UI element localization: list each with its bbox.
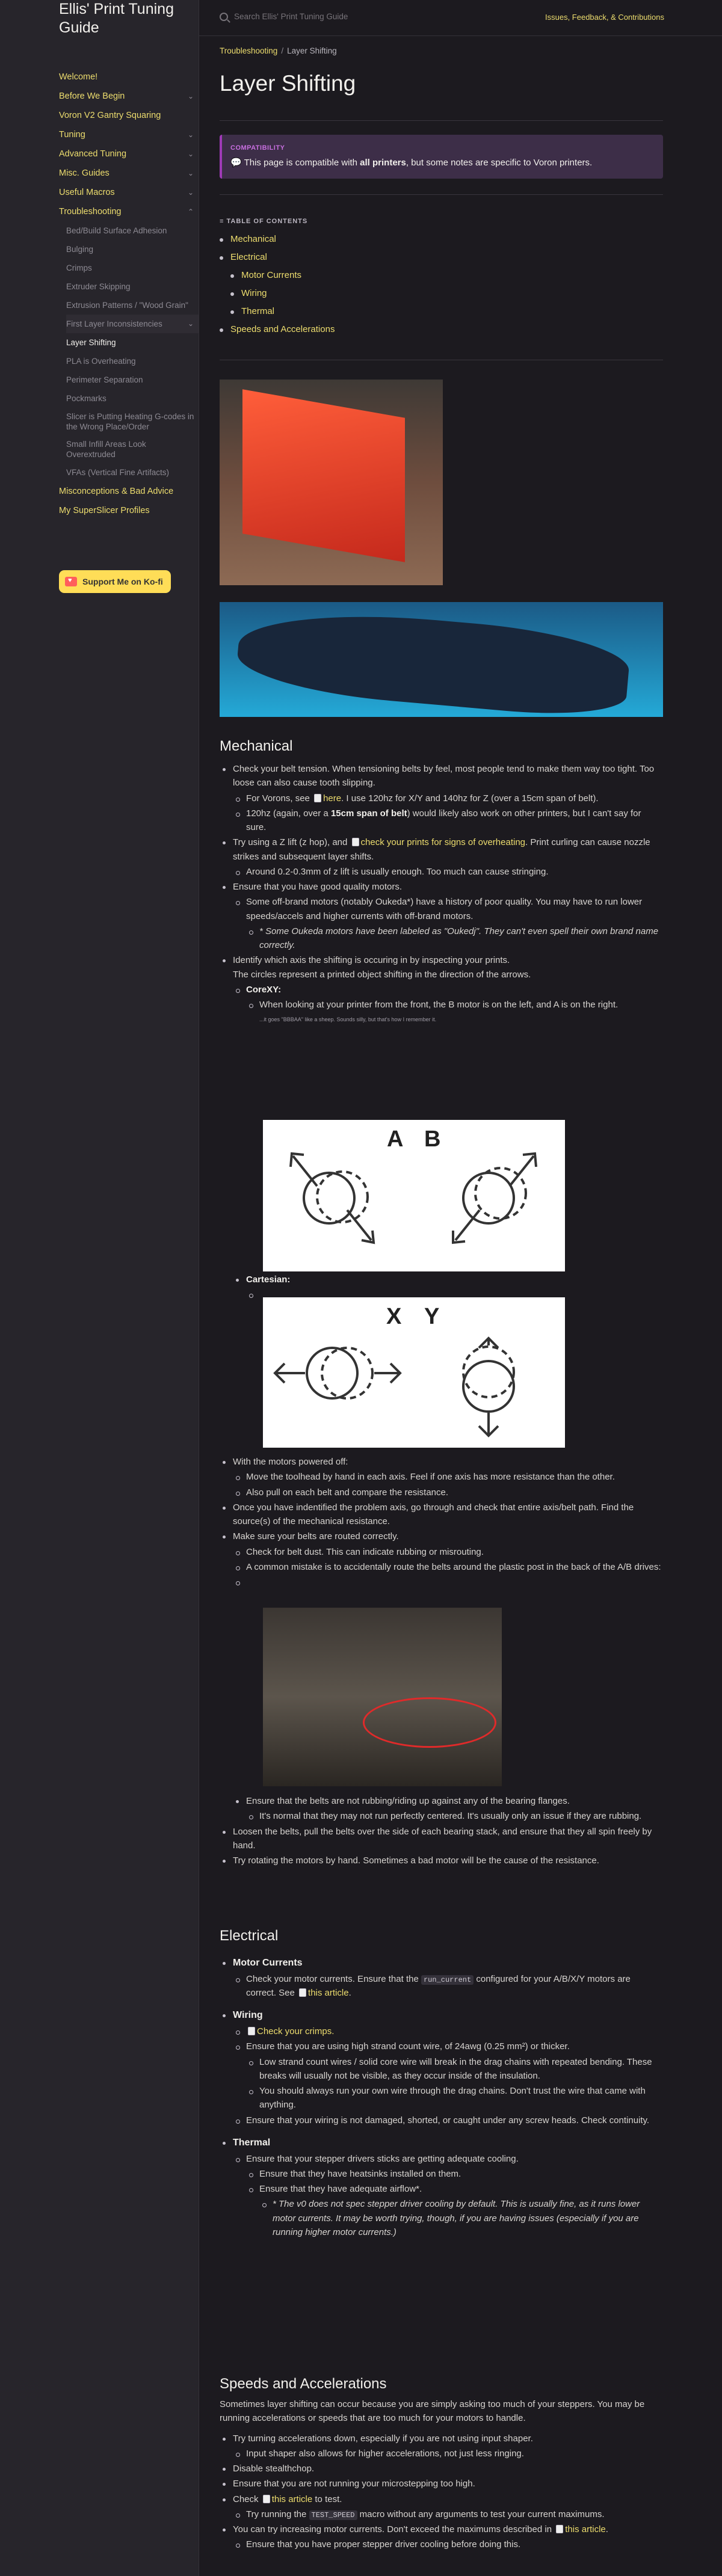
shift-arrows-left — [291, 1154, 374, 1243]
text: Ensure that you have good quality motors. — [233, 882, 403, 892]
list-item — [220, 2136, 663, 2239]
list-item — [220, 2008, 663, 2127]
page-title: Layer Shifting — [220, 71, 356, 96]
nav-troubleshooting[interactable] — [59, 202, 195, 221]
corexy-svg — [263, 1120, 565, 1271]
axis-label: X — [386, 1304, 402, 1329]
nav-welcome[interactable] — [59, 67, 195, 87]
admonition-title: COMPATIBILITY — [230, 144, 285, 152]
shifted-plate-photo — [220, 602, 663, 717]
nav-sub-item[interactable] — [66, 315, 199, 333]
text: Check — [233, 2494, 261, 2504]
nav-sub-item[interactable]: Bed/Build Surface Adhesion — [66, 226, 167, 235]
cartesian-svg — [263, 1297, 565, 1448]
admonition-text: This page is compatible with — [244, 158, 360, 168]
list-item: It's normal that they may not run perfectly centered. It's usually only an issue if they are rubbing. — [246, 1809, 663, 1823]
list-item — [220, 835, 663, 879]
nav-sub-item[interactable]: Extruder Skipping — [66, 282, 131, 291]
nav-before-we-begin[interactable] — [59, 87, 195, 106]
chevron-down-icon[interactable]: ⌄ — [187, 169, 194, 177]
electrical-content — [220, 1955, 663, 2240]
nav-tuning[interactable] — [59, 125, 195, 144]
subheading-motor-currents: Motor Currents — [233, 1958, 303, 1968]
toc-icon: ≡ — [220, 218, 227, 225]
breadcrumb-current: Layer Shifting — [287, 46, 337, 55]
cartesian-diagram — [263, 1297, 565, 1448]
text: Ensure that you are using high strand count wire, of 24awg (0.25 mm²) or thicker. — [246, 2041, 570, 2052]
sidebar — [0, 0, 199, 2576]
list-item: Ensure that they have heatsinks installed on them. — [246, 2167, 663, 2181]
chevron-down-icon[interactable]: ⌄ — [187, 131, 194, 139]
nav-label: Before We Begin — [59, 91, 125, 101]
list-item: Low strand count wires / solid core wire will break in the drag chains with repeated bending. These breaks will usually not be visible, as they occur inside of the insulation. — [246, 2055, 663, 2083]
divider — [220, 120, 663, 121]
kofi-button[interactable] — [59, 570, 171, 593]
list-item — [233, 2507, 663, 2521]
nav-sub-item[interactable]: PLA is Overheating — [66, 357, 136, 366]
chevron-down-icon[interactable]: ⌄ — [187, 150, 194, 158]
plate-shape — [235, 603, 632, 721]
text: When looking at your printer from the front, the B motor is on the left, and A is on the right. — [259, 1000, 619, 1010]
text: 120hz (again, over a — [246, 808, 331, 819]
toc-title-text: TABLE OF CONTENTS — [226, 218, 308, 225]
list-item: A common mistake is to accidentally route the belts around the plastic post in the back of the A/B drives: — [233, 1560, 663, 1574]
list-item — [220, 1956, 663, 2000]
document-icon — [556, 2525, 563, 2533]
motor-label: B — [424, 1127, 441, 1152]
chevron-down-icon[interactable]: ⌄ — [187, 92, 194, 100]
list-item — [233, 1575, 663, 1589]
chevron-up-icon[interactable]: ⌃ — [187, 207, 194, 216]
nav-sub-item-active[interactable]: Layer Shifting — [66, 338, 116, 347]
kofi-label: Support Me on Ko-fi — [82, 577, 163, 586]
list-item — [233, 1972, 663, 2000]
list-item: Ensure that your wiring is not damaged, shorted, or caught under any screw heads. Check continuity. — [233, 2113, 663, 2127]
section-heading-speeds: Speeds and Accelerations — [220, 2376, 387, 2392]
sidebar-nav — [59, 67, 195, 520]
compatibility-admonition — [220, 135, 663, 179]
note-item: * Some Oukeda motors have been labeled as "Oukedj". They can't even spell their own brand name correctly. — [246, 924, 663, 953]
section-heading-mechanical: Mechanical — [220, 738, 293, 754]
troubleshooting-subnav — [66, 221, 195, 482]
nav-sub-item[interactable]: VFAs (Vertical Fine Artifacts) — [66, 468, 170, 477]
list-item — [220, 1455, 663, 1499]
nav-sub-item[interactable]: Crimps — [66, 263, 92, 272]
list-item — [246, 2182, 663, 2239]
text: Try using a Z lift (z hop), and — [233, 837, 350, 848]
breadcrumb-separator: / — [281, 46, 284, 55]
list-item — [233, 2040, 663, 2112]
nav-label: Troubleshooting — [59, 207, 122, 217]
list-item — [220, 2522, 663, 2552]
text: Ensure that the belts are not rubbing/riding up against any of the bearing flanges. — [246, 1796, 570, 1806]
link[interactable]: this article — [565, 2524, 606, 2535]
admonition-bold: all printers — [360, 158, 406, 168]
list-item: Disable stealthchop. — [220, 2462, 663, 2476]
list-item: Also pull on each belt and compare the resistance. — [233, 1486, 663, 1499]
text: macro without any arguments to test your current maximums. — [357, 2509, 605, 2519]
nav-sub-item[interactable]: Pockmarks — [66, 394, 106, 403]
text: Some off-brand motors (notably Oukeda*) have a history of poor quality. You may have to run lower speeds/accels and higher currents with off-brand motors. — [246, 897, 643, 921]
text: Make sure your belts are routed correctly. — [233, 1531, 399, 1542]
toc-item[interactable]: Speeds and Accelerations — [220, 321, 335, 339]
text: Ensure that they have adequate airflow*. — [259, 2184, 422, 2195]
text: Ensure that your stepper drivers sticks are getting adequate cooling. — [246, 2153, 519, 2164]
text: . — [348, 1988, 351, 1999]
list-item: You should always run your own wire through the drag chains. Don't trust the wire that came with anything. — [246, 2084, 663, 2112]
bold-text: CoreXY: — [246, 984, 282, 995]
kofi-cup-icon — [65, 577, 77, 586]
text: Try turning accelerations down, especially if you are not using input shaper. — [233, 2433, 533, 2444]
bold-text: 15cm span of belt — [330, 808, 407, 819]
list-item: Ensure that you are not running your microstepping too high. — [220, 2477, 663, 2491]
nav-useful-macros[interactable] — [59, 183, 195, 202]
nav-sub-item[interactable]: Extrusion Patterns / "Wood Grain" — [66, 301, 188, 310]
list-item: Try rotating the motors by hand. Sometimes a bad motor will be the cause of the resistance. — [220, 1854, 663, 1867]
belt-routing-photo — [263, 1608, 502, 1786]
corexy-diagram — [263, 1120, 565, 1271]
document-icon — [248, 2027, 255, 2035]
nav-gantry-squaring[interactable] — [59, 106, 195, 125]
text: The circles represent a printed object shifting in the direction of the arrows. — [233, 969, 531, 980]
list-item: Move the toolhead by hand in each axis. Feel if one axis has more resistance than the other. — [233, 1470, 663, 1484]
toc-item[interactable]: Thermal — [230, 303, 335, 321]
list-item — [220, 953, 663, 1025]
breadcrumb-parent[interactable]: Troubleshooting — [220, 46, 278, 55]
document-icon — [352, 838, 359, 846]
link[interactable]: this article — [308, 1988, 349, 1999]
toc-item[interactable]: Electrical — [220, 248, 335, 266]
toc-item[interactable]: Wiring — [230, 284, 335, 303]
text: . Print curling can cause nozzle strikes and subsequent layer shifts. — [233, 837, 650, 862]
subheading-thermal: Thermal — [233, 2137, 271, 2148]
text: For Vorons, see — [246, 793, 313, 804]
text: . I use 120hz for X/Y and 140hz for Z (over a 15cm span of belt). — [341, 793, 599, 804]
topbar — [199, 0, 722, 36]
list-item: Once you have indentified the problem axis, go through and check that entire axis/belt path. Find the source(s) of the mechanical resistance. — [220, 1501, 663, 1529]
nav-misconceptions[interactable]: Misconceptions & Bad Advice — [59, 487, 174, 496]
list-item — [220, 2492, 663, 2522]
list-item — [233, 2024, 663, 2038]
issues-link[interactable]: Issues, Feedback, & Contributions — [545, 13, 664, 22]
nav-label: Tuning — [59, 130, 85, 140]
list-item — [220, 1529, 663, 1589]
text: . — [605, 2524, 608, 2535]
list-item: Input shaper also allows for higher accelerations, not just less ringing. — [233, 2447, 663, 2461]
link[interactable]: check your prints for signs of overheating — [360, 837, 526, 848]
nav-label: Misc. Guides — [59, 168, 110, 178]
list-item: Ensure that you have proper stepper driver cooling before doing this. — [233, 2538, 663, 2551]
text: Try running the — [246, 2509, 309, 2519]
list-item — [233, 792, 663, 805]
note-item: * The v0 does not spec stepper driver cooling by default. This is usually fine, as it runs lower motor currents. It may be worth trying, though, if you are having issues (especially if you are running higher motor currents.) — [259, 2197, 663, 2239]
list-item — [220, 2432, 663, 2461]
bold-text: Cartesian: — [246, 1274, 291, 1285]
text: ) would likely also work on other printers, but I can't say for sure. — [246, 808, 641, 832]
nav-sub-item[interactable]: Perimeter Separation — [66, 375, 143, 384]
paragraph: Sometimes layer shifting can occur because you are simply asking too much of your steppers. You may be running accelerations or speeds that are too much for your motors to handle. — [220, 2399, 645, 2424]
nav-sub-item[interactable]: Small Infill Areas Look Overextruded — [66, 440, 146, 459]
list-item — [233, 895, 663, 952]
highlight-circle — [363, 1697, 496, 1748]
inline-code: run_current — [421, 1975, 474, 1985]
text: You can try increasing motor currents. Don't exceed the maximums described in — [233, 2524, 555, 2535]
search-icon — [220, 13, 228, 21]
nav-label: Welcome! — [59, 72, 98, 82]
list-item — [233, 2152, 663, 2240]
text: With the motors powered off: — [233, 1457, 348, 1467]
link[interactable]: Check your crimps. — [257, 2026, 335, 2037]
section-heading-electrical: Electrical — [220, 1928, 279, 1944]
list-item: Loosen the belts, pull the belts over the side of each bearing stack, and ensure that they all spin freely by hand. — [220, 1825, 663, 1853]
nav-label: First Layer Inconsistencies — [66, 319, 162, 328]
chevron-down-icon[interactable]: ⌄ — [187, 188, 194, 197]
speeds-content — [220, 2397, 663, 2553]
list-item — [220, 762, 663, 834]
search-placeholder: Search Ellis' Print Tuning Guide — [234, 12, 348, 21]
admonition-body — [230, 156, 655, 170]
list-item — [220, 880, 663, 952]
list-item: Check for belt dust. This can indicate rubbing or misrouting. — [233, 1545, 663, 1559]
info-icon: 💬 — [230, 158, 244, 168]
list-item: Around 0.2-0.3mm of z lift is usually enough. Too much can cause stringing. — [233, 865, 663, 879]
list-item — [233, 807, 663, 835]
shift-arrows-x — [275, 1348, 400, 1398]
toc-item[interactable]: Motor Currents — [230, 266, 335, 284]
table-of-contents — [220, 217, 335, 339]
subheading-wiring: Wiring — [233, 2010, 263, 2021]
nav-label: Useful Macros — [59, 188, 115, 197]
shifted-part-shape — [242, 389, 405, 562]
text: Check your belt tension. When tensioning belts by feel, most people tend to make them way too tight. Too loose can also cause tooth slipping. — [233, 764, 655, 788]
link[interactable]: here — [323, 793, 342, 804]
nav-sub-item[interactable]: Bulging — [66, 245, 94, 254]
text: to test. — [312, 2494, 342, 2504]
text: Identify which axis the shifting is occuring in by inspecting your prints. — [233, 955, 510, 966]
divider — [220, 194, 663, 195]
inline-code: TEST_SPEED — [309, 2510, 357, 2520]
shift-arrows-y — [463, 1338, 514, 1436]
search-input[interactable] — [220, 12, 348, 21]
toc-title — [220, 217, 335, 227]
nav-label: Advanced Tuning — [59, 149, 127, 159]
mechanical-list — [220, 761, 663, 1027]
link[interactable]: this article — [271, 2494, 313, 2504]
document-icon — [299, 1988, 306, 1997]
axis-label: Y — [424, 1304, 440, 1329]
shift-arrows-right — [453, 1154, 536, 1243]
nav-superslicer-profiles[interactable]: My SuperSlicer Profiles — [59, 506, 150, 515]
belt-check-list — [220, 1793, 663, 1869]
admonition-text: , but some notes are specific to Voron printers. — [406, 158, 593, 168]
layer-shift-photo — [220, 380, 443, 585]
list-item — [233, 983, 663, 1026]
tiny-note: ...it goes "BBBAA" like a sheep. Sounds silly, but that's how I remember it. — [259, 1016, 437, 1023]
document-icon — [263, 2495, 270, 2503]
nav-misc-guides[interactable] — [59, 164, 195, 183]
nav-advanced-tuning[interactable] — [59, 144, 195, 164]
chevron-down-icon[interactable]: ⌄ — [187, 319, 194, 328]
list-item — [246, 998, 663, 1026]
document-icon — [314, 794, 321, 802]
nav-sub-item[interactable]: Slicer is Putting Heating G-codes in the Wrong Place/Order — [66, 412, 194, 431]
nav-label: Voron V2 Gantry Squaring — [59, 111, 161, 120]
motor-label: A — [387, 1127, 404, 1152]
list-item — [233, 1794, 663, 1824]
text: configured for your A/B/X/Y motors are correct. See — [246, 1973, 631, 1999]
toc-item[interactable]: Mechanical — [220, 230, 335, 248]
motors-off-list — [220, 1454, 663, 1590]
breadcrumb — [220, 45, 337, 58]
site-title[interactable]: Ellis' Print Tuning Guide — [59, 1, 174, 36]
text: Check your motor currents. Ensure that the — [246, 1973, 421, 1984]
